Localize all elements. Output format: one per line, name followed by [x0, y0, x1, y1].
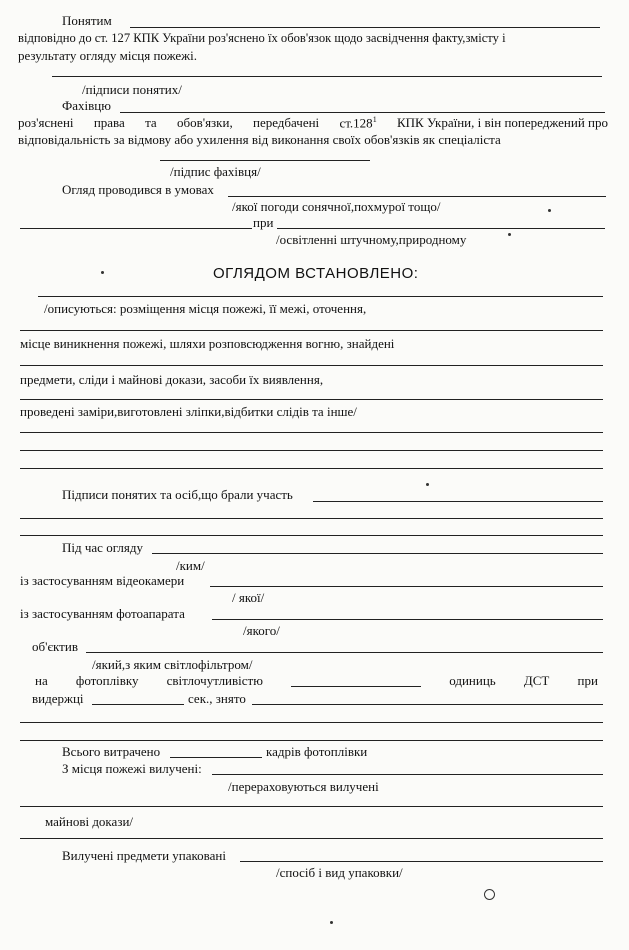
video-camera-label: із застосуванням відеокамери	[20, 573, 185, 588]
witnesses-result-text: результату огляду місця пожежі.	[18, 48, 198, 63]
expert-responsibility-text: відповідальність за відмову або ухилення від виконання своїх обов'язків як спеціаліста	[18, 132, 501, 147]
conditions-at-label: при	[253, 215, 274, 230]
taken-line[interactable]	[20, 722, 603, 723]
expert-name-line[interactable]	[120, 112, 605, 113]
photo-camera-line[interactable]	[212, 619, 603, 620]
film-word: одиниць	[449, 673, 496, 688]
during-inspection-label: Під час огляду	[62, 540, 143, 555]
film-word: фотоплівку	[75, 673, 139, 688]
established-line[interactable]	[20, 450, 603, 451]
spent-count-line[interactable]	[170, 757, 262, 758]
video-camera-line[interactable]	[210, 586, 603, 587]
seized-line[interactable]	[212, 774, 603, 775]
participants-signature-line[interactable]	[313, 501, 603, 502]
witnesses-signatures-caption: /підписи понятих/	[82, 82, 182, 97]
established-hint-line: місце виникнення пожежі, шляхи розповсюдження вогню, знайдені	[20, 336, 395, 351]
film-word: світлочутливістю	[166, 673, 263, 688]
expert-label: Фахівцю	[62, 98, 111, 113]
film-word: при	[577, 673, 598, 688]
expert-rights-word: КПК України, і він попереджений про	[396, 115, 608, 130]
scan-speck	[508, 233, 511, 236]
expert-signature-line[interactable]	[160, 160, 370, 161]
evidence-hint: майнові докази/	[45, 814, 134, 829]
participants-signature-line[interactable]	[20, 518, 603, 519]
seized-line[interactable]	[20, 838, 603, 839]
film-word: на	[35, 673, 48, 688]
established-line[interactable]	[20, 468, 603, 469]
sensitivity-blank[interactable]	[291, 674, 421, 687]
established-hint-line: проведені заміри,виготовлені зліпки,відбитки слідів та інше/	[20, 404, 357, 419]
expert-rights-sup: 1	[372, 115, 377, 124]
established-line[interactable]	[20, 399, 603, 400]
expert-rights-word: передбачені	[252, 115, 320, 130]
seized-hint: /перераховуються вилучені	[228, 779, 379, 794]
conditions-weather-line[interactable]	[228, 196, 606, 197]
exposure-label: видержці	[32, 691, 84, 706]
witnesses-explained-text: відповідно до ст. 127 КПК України роз'яснено їх обов'язок щодо засвідчення факту,змісту і	[18, 31, 506, 45]
expert-rights-word: права	[93, 115, 125, 130]
photo-which-hint: /якого/	[243, 623, 280, 638]
established-hint-line: предмети, сліди і майнові докази, засоби їх виявлення,	[20, 372, 324, 387]
seized-label: З місця пожежі вилучені:	[62, 761, 202, 776]
conditions-light-line[interactable]	[277, 228, 605, 229]
film-word: ДСТ	[523, 673, 550, 688]
photo-camera-label: із застосуванням фотоапарата	[20, 606, 185, 621]
conditions-extra-line[interactable]	[20, 228, 252, 229]
established-line[interactable]	[20, 432, 603, 433]
during-inspection-line[interactable]	[152, 553, 603, 554]
frames-label: кадрів фотоплівки	[266, 744, 368, 759]
scan-speck	[101, 271, 104, 274]
participants-signature-line[interactable]	[20, 535, 603, 536]
sec-taken-label: сек., знято	[188, 691, 246, 706]
expert-rights-word: ст.128	[339, 115, 373, 131]
seized-line[interactable]	[20, 806, 603, 807]
witnesses-label: Понятим	[62, 13, 112, 28]
expert-rights-word: обов'язки,	[176, 115, 233, 130]
conditions-light-hint: /освітленні штучному,природному	[276, 232, 467, 247]
scan-speck	[426, 483, 429, 486]
witnesses-signature-line[interactable]	[52, 76, 602, 77]
established-line[interactable]	[38, 296, 603, 297]
participants-signatures-label: Підписи понятих та осіб,що брали участь	[62, 487, 293, 502]
film-sensitivity-line	[35, 674, 598, 687]
exposure-line[interactable]	[92, 704, 184, 705]
spent-label: Всього витрачено	[62, 744, 161, 759]
taken-line[interactable]	[252, 704, 603, 705]
expert-rights-article	[339, 116, 376, 129]
page-mark-circle	[484, 889, 495, 900]
established-line[interactable]	[20, 330, 603, 331]
expert-rights-line	[18, 116, 608, 129]
lens-hint: /який,з яким світлофільтром/	[92, 657, 253, 672]
conditions-label: Огляд проводився в умовах	[62, 182, 214, 197]
established-hint-line: /описуються: розміщення місця пожежі, її межі, оточення,	[44, 301, 367, 316]
established-title: ОГЛЯДОМ ВСТАНОВЛЕНО:	[213, 265, 419, 282]
witnesses-name-line[interactable]	[130, 27, 600, 28]
packed-line[interactable]	[240, 861, 603, 862]
expert-signature-caption: /підпис фахівця/	[170, 164, 261, 179]
by-whom-hint: /ким/	[176, 558, 205, 573]
scan-speck	[548, 209, 551, 212]
conditions-weather-hint: /якої погоди сонячної,похмурої тощо/	[232, 199, 441, 214]
lens-label: об'єктив	[32, 639, 78, 654]
expert-rights-word: та	[145, 115, 157, 130]
lens-line[interactable]	[86, 652, 603, 653]
expert-rights-word: роз'яснені	[18, 115, 74, 130]
scan-speck	[330, 921, 333, 924]
packed-label: Вилучені предмети упаковані	[62, 848, 226, 863]
video-which-hint: / якої/	[232, 590, 265, 605]
established-line[interactable]	[20, 365, 603, 366]
taken-line[interactable]	[20, 740, 603, 741]
pack-hint: /спосіб і вид упаковки/	[276, 865, 403, 880]
